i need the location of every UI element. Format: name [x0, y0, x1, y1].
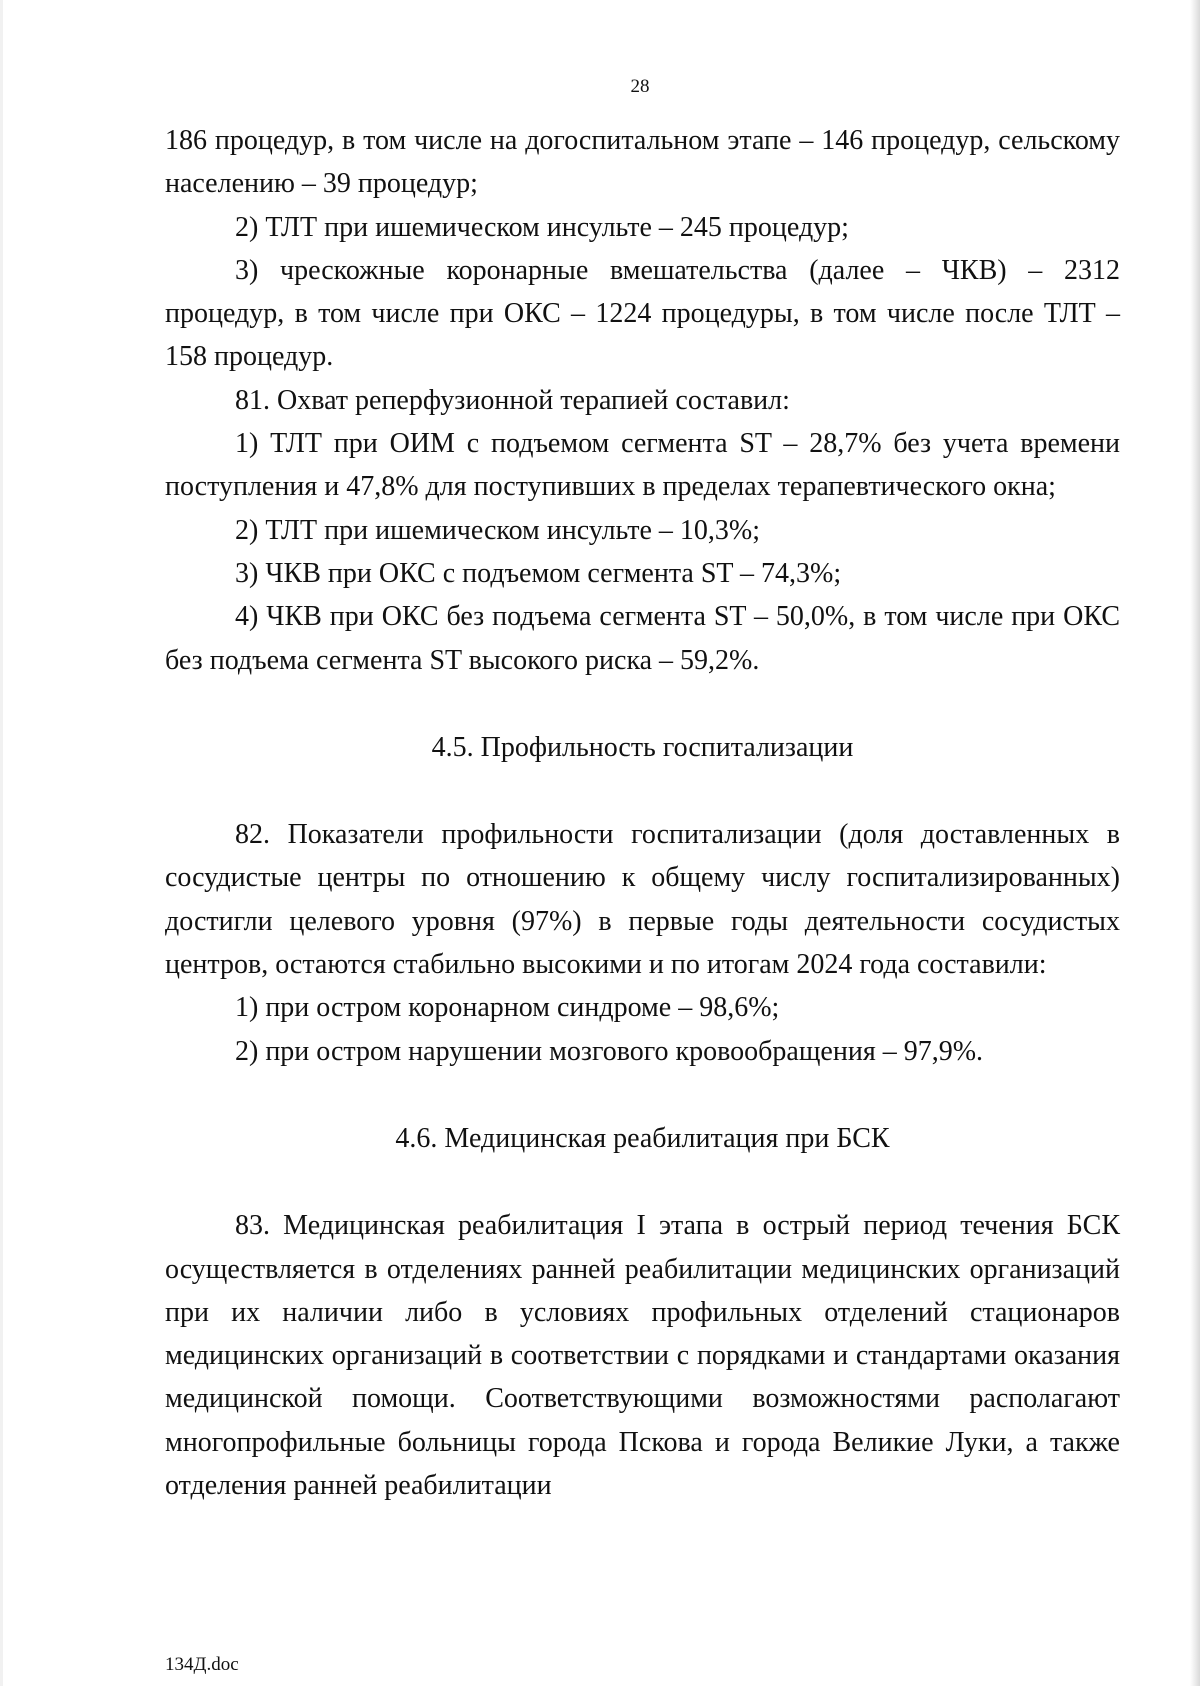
- scan-edge-left: [0, 0, 3, 1686]
- list-item: 2) при остром нарушении мозгового кровообращения – 97,9%.: [235, 1035, 984, 1067]
- list-item: 3) чрескожные коронарные вмешательства (далее – ЧКВ) – 2312 процедур, в том числе при ОКС – 1224 процедуры, в том числе после ТЛТ – 158 процедур.: [165, 254, 1120, 373]
- spacer: [165, 1073, 1120, 1117]
- spacer: [165, 1160, 1120, 1204]
- list-item: 2) ТЛТ при ишемическом инсульте – 245 процедур;: [235, 211, 849, 243]
- list-item: 4) ЧКВ при ОКС без подъема сегмента ST – 50,0%, в том числе при ОКС без подъема сегмента ST высокого риска – 59,2%.: [165, 601, 1120, 676]
- paragraph-83: 83. Медицинская реабилитация I этапа в острый период течения БСК осуществляется в отделениях ранней реабилитации медицинских организаций при их наличии либо в условиях профильных отделений стационаров медицинских организаций в соответствии с порядками и стандартами оказания медицинской помощи. Соответствующими возможностями располагают многопрофильные больницы города Пскова и города Великие Луки, а также отделения ранней реабилитации: [165, 1210, 1120, 1502]
- list-item: 2) ТЛТ при ишемическом инсульте – 10,3%;: [235, 514, 761, 546]
- spacer: [165, 682, 1120, 726]
- section-heading-4-6: 4.6. Медицинская реабилитация при БСК: [395, 1122, 890, 1154]
- section-heading-4-5: 4.5. Профильность госпитализации: [431, 731, 854, 763]
- list-item: 1) ТЛТ при ОИМ с подъемом сегмента ST – 28,7% без учета времени поступления и 47,8% для поступивших в пределах терапевтического окна;: [165, 428, 1120, 503]
- spacer: [165, 769, 1120, 813]
- paragraph-continuation: 186 процедур, в том числе на догоспитальном этапе – 146 процедур, сельскому населению – 39 процедур;: [165, 125, 1120, 200]
- scan-edge-right: [1190, 0, 1200, 1686]
- document-body: [165, 119, 1120, 1507]
- list-item: 1) при остром коронарном синдроме – 98,6%;: [235, 992, 780, 1024]
- file-name-footer: 134Д.doc: [165, 1654, 239, 1675]
- paragraph-82: 82. Показатели профильности госпитализации (доля доставленных в сосудистые центры по отношению к общему числу госпитализированных) достигли целевого уровня (97%) в первые годы деятельности сосудистых центров, остаются стабильно высокими и по итогам 2024 года составили:: [165, 819, 1120, 981]
- list-item: 3) ЧКВ при ОКС с подъемом сегмента ST – 74,3%;: [235, 557, 842, 589]
- paragraph-81: 81. Охват реперфузионной терапией составил:: [235, 384, 790, 416]
- page-number: 28: [630, 76, 650, 97]
